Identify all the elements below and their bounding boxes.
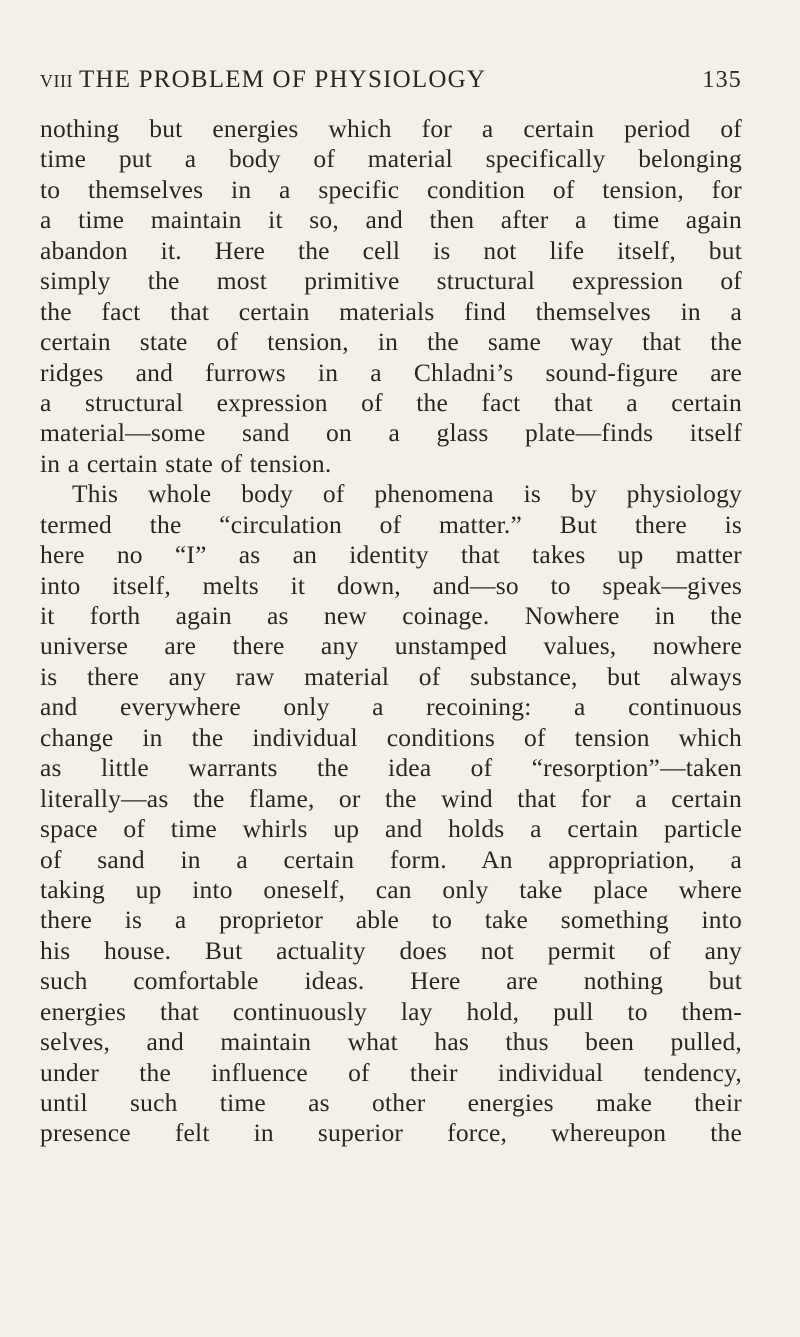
text-line: energies that continuously lay hold, pull to them- [40,996,742,1026]
text-line: there is a proprietor able to take something into [40,905,742,935]
text-line: under the influence of their individual tendency, [40,1057,742,1087]
paragraph-first-line: This whole body of phenomena is by physiology [72,479,742,509]
text-line: simply the most primitive structural expression of [40,266,742,296]
text-line: and everywhere only a recoining: a continuous [40,692,742,722]
text-line: the fact that certain materials find themselves in a [40,296,742,326]
page-number: 135 [702,67,742,93]
text-line: until such time as other energies make their [40,1088,742,1117]
text-line: to themselves in a specific condition of tension, for [40,174,742,204]
chapter-number: VIII [40,71,73,91]
text-line: here no “I” as an identity that takes up matter [40,540,742,570]
text-line: presence felt in superior force, whereupon the [40,1118,742,1148]
text-line: termed the “circulation of matter.” But there is [40,509,742,539]
text-line: certain state of tension, in the same way that the [40,327,742,357]
text-line: ridges and furrows in a Chladni’s sound-figure are [40,357,742,387]
text-line: a structural expression of the fact that a certain [40,387,742,417]
text-line: into itself, melts it down, and—so to speak—gives [40,570,742,600]
text-line: universe are there any unstamped values, nowhere [40,631,742,661]
text-line: as little warrants the idea of “resorption”—taken [40,753,742,783]
text-line: material—some sand on a glass plate—finds itself [40,418,742,448]
text-line: abandon it. Here the cell is not life itself, but [40,235,742,265]
text-line: a time maintain it so, and then after a time again [40,205,742,235]
body-text [40,114,742,1149]
text-line: change in the individual conditions of tension which [40,722,742,752]
text-line: space of time whirls up and holds a certain particle [40,814,742,844]
text-line: selves, and maintain what has thus been pulled, [40,1027,742,1057]
page-title: THE PROBLEM OF PHYSIOLOGY [78,66,487,93]
text-line: such comfortable ideas. Here are nothing but [40,966,742,996]
paragraph-end-line: in a certain state of tension. [40,448,332,478]
text-line: taking up into oneself, can only take place where [40,874,742,904]
text-line: his house. But actuality does not permit of any [40,935,742,965]
running-head [40,66,742,94]
text-line: time put a body of material specifically belonging [40,144,742,174]
text-line: literally—as the flame, or the wind that for a certain [40,783,742,813]
text-line: nothing but energies which for a certain period of [40,114,742,143]
text-line: is there any raw material of substance, but always [40,661,742,691]
text-line: of sand in a certain form. An appropriation, a [40,844,742,874]
text-line: it forth again as new coinage. Nowhere in the [40,601,742,630]
